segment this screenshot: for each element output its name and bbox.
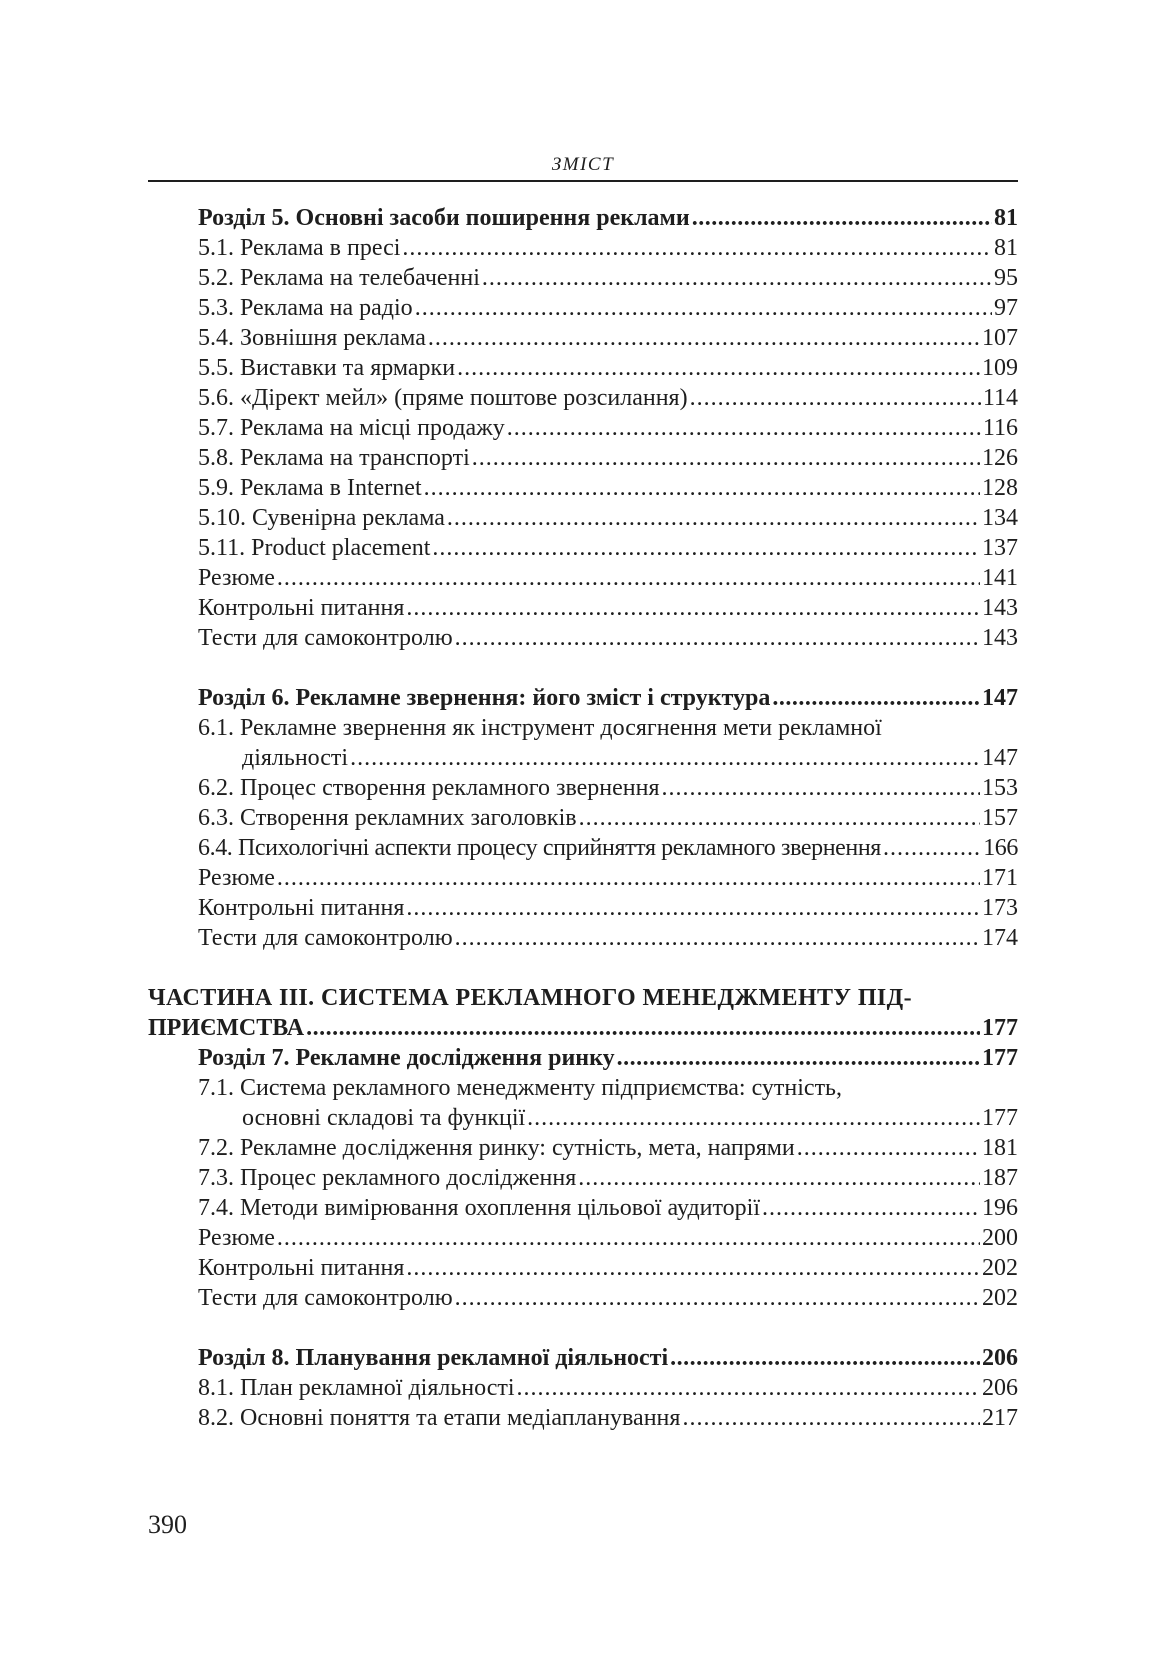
toc-entry[interactable] bbox=[198, 413, 1018, 443]
page-number: 181 bbox=[982, 1135, 1018, 1161]
page-number: 171 bbox=[982, 865, 1018, 891]
toc-entry[interactable] bbox=[198, 1283, 1018, 1313]
toc-entry[interactable] bbox=[198, 1163, 1018, 1193]
page-number: 143 bbox=[982, 595, 1018, 621]
page-number: 177 bbox=[982, 1105, 1018, 1131]
toc-entry[interactable] bbox=[198, 923, 1018, 953]
dot-leader bbox=[306, 1013, 980, 1043]
page-number: 141 bbox=[982, 565, 1018, 591]
page-number: 177 bbox=[982, 1015, 1018, 1041]
toc-entry[interactable] bbox=[198, 1373, 1018, 1403]
toc-heading[interactable] bbox=[198, 203, 1018, 233]
toc-entry[interactable] bbox=[198, 1133, 1018, 1163]
page-number: 95 bbox=[994, 265, 1018, 291]
toc-section-8 bbox=[198, 1343, 1018, 1433]
dot-leader bbox=[406, 893, 980, 923]
dot-leader bbox=[482, 263, 992, 293]
toc-entry[interactable] bbox=[198, 773, 1018, 803]
page-number: 81 bbox=[994, 205, 1018, 231]
table-of-contents bbox=[148, 203, 1018, 1433]
dot-leader bbox=[692, 203, 992, 233]
page-number: 114 bbox=[982, 385, 1018, 411]
dot-leader bbox=[772, 683, 980, 713]
toc-entry-label: Резюме bbox=[198, 565, 275, 591]
toc-entry-label: 8.1. План рекламної діяльності bbox=[198, 1375, 515, 1401]
page-number: 206 bbox=[982, 1375, 1018, 1401]
page-number: 107 bbox=[982, 325, 1018, 351]
dot-leader bbox=[350, 743, 980, 773]
page-number: 128 bbox=[982, 475, 1018, 501]
toc-entry-first-line[interactable]: 6.1. Рекламне звернення як інструмент досягнення мети рекламної bbox=[198, 715, 882, 741]
dot-leader bbox=[455, 1283, 980, 1313]
page-number: 147 bbox=[982, 685, 1018, 711]
header-rule bbox=[148, 180, 1018, 182]
dot-leader bbox=[277, 563, 980, 593]
dot-leader bbox=[662, 773, 980, 803]
dot-leader bbox=[670, 1343, 980, 1373]
page-number: 217 bbox=[982, 1405, 1018, 1431]
page-number: 202 bbox=[982, 1255, 1018, 1281]
toc-heading[interactable] bbox=[198, 1343, 1018, 1373]
dot-leader bbox=[797, 1133, 980, 1163]
toc-entry-label: 8.2. Основні поняття та етапи медіапланування bbox=[198, 1405, 681, 1431]
dot-leader bbox=[447, 503, 980, 533]
toc-entry-label: 6.3. Створення рекламних заголовків bbox=[198, 805, 577, 831]
toc-entry-label: Тести для самоконтролю bbox=[198, 925, 453, 951]
page-number: 81 bbox=[994, 235, 1018, 261]
toc-entry[interactable] bbox=[198, 323, 1018, 353]
page-number: 116 bbox=[982, 415, 1018, 441]
toc-entry-label: 5.2. Реклама на телебаченні bbox=[198, 265, 480, 291]
toc-entry-label: основні складові та функції bbox=[242, 1105, 526, 1131]
toc-entry-label: 5.7. Реклама на місці продажу bbox=[198, 415, 505, 441]
toc-entry[interactable] bbox=[198, 893, 1018, 923]
page-number: 173 bbox=[982, 895, 1018, 921]
page-number: 174 bbox=[982, 925, 1018, 951]
toc-entry[interactable] bbox=[198, 833, 1018, 863]
part-heading-line2 bbox=[148, 1013, 1018, 1043]
dot-leader bbox=[277, 1223, 980, 1253]
toc-heading[interactable] bbox=[198, 683, 1018, 713]
part-heading-line1: ЧАСТИНА ІІІ. СИСТЕМА РЕКЛАМНОГО МЕНЕДЖМЕНТУ ПІД- bbox=[148, 985, 912, 1011]
toc-entry-label: 5.3. Реклама на радіо bbox=[198, 295, 413, 321]
toc-heading-label: Розділ 5. Основні засоби поширення реклами bbox=[198, 205, 690, 231]
toc-heading[interactable] bbox=[198, 1043, 1018, 1073]
toc-heading-label: Розділ 7. Рекламне дослідження ринку bbox=[198, 1045, 615, 1071]
dot-leader bbox=[455, 623, 980, 653]
dot-leader bbox=[472, 443, 980, 473]
toc-section-5 bbox=[198, 203, 1018, 653]
toc-entry-label: 5.6. «Дірект мейл» (пряме поштове розсилання) bbox=[198, 385, 688, 411]
page-number: 200 bbox=[982, 1225, 1018, 1251]
toc-entry-label: Контрольні питання bbox=[198, 595, 405, 621]
toc-heading-label: Розділ 6. Рекламне звернення: його зміст і структура bbox=[198, 685, 771, 711]
toc-entry[interactable] bbox=[198, 1223, 1018, 1253]
page-number: 109 bbox=[982, 355, 1018, 381]
toc-entry-label: 5.1. Реклама в пресі bbox=[198, 235, 401, 261]
toc-entry[interactable] bbox=[198, 563, 1018, 593]
toc-entry-label: Резюме bbox=[198, 865, 275, 891]
dot-leader bbox=[507, 413, 981, 443]
dot-leader bbox=[402, 233, 992, 263]
toc-entry-label: 7.4. Методи вимірювання охоплення цільової аудиторії bbox=[198, 1195, 761, 1221]
page-number: 126 bbox=[982, 445, 1018, 471]
toc-entry-label: 5.10. Сувенірна реклама bbox=[198, 505, 445, 531]
dot-leader bbox=[762, 1193, 980, 1223]
toc-entry-first-line[interactable]: 7.1. Система рекламного менеджменту підприємства: сутність, bbox=[198, 1075, 843, 1101]
toc-entry[interactable] bbox=[198, 1403, 1018, 1433]
page-number: 137 bbox=[982, 535, 1018, 561]
toc-entry[interactable] bbox=[198, 803, 1018, 833]
toc-entry-label: 5.9. Реклама в Internet bbox=[198, 475, 422, 501]
dot-leader bbox=[527, 1103, 980, 1133]
page-number: 157 bbox=[982, 805, 1018, 831]
toc-section-6 bbox=[198, 683, 1018, 953]
toc-entry[interactable] bbox=[198, 743, 1018, 773]
page-folio: 390 bbox=[148, 1510, 187, 1539]
page-number: 134 bbox=[982, 505, 1018, 531]
toc-entry-label: Контрольні питання bbox=[198, 895, 405, 921]
page-number: 206 bbox=[982, 1345, 1018, 1371]
toc-entry-label: 7.3. Процес рекламного дослідження bbox=[198, 1165, 577, 1191]
toc-entry-label: діяльності bbox=[242, 745, 349, 771]
toc-entry[interactable] bbox=[198, 443, 1018, 473]
dot-leader bbox=[579, 803, 980, 833]
dot-leader bbox=[406, 1253, 980, 1283]
toc-entry[interactable] bbox=[198, 533, 1018, 563]
dot-leader bbox=[617, 1043, 980, 1073]
toc-entry-label: 5.11. Product placement bbox=[198, 535, 431, 561]
toc-entry-label: 5.4. Зовнішня реклама bbox=[198, 325, 426, 351]
toc-entry[interactable] bbox=[198, 473, 1018, 503]
dot-leader bbox=[432, 533, 980, 563]
toc-entry[interactable] bbox=[198, 503, 1018, 533]
page-number: 187 bbox=[982, 1165, 1018, 1191]
page-number: 166 bbox=[983, 835, 1018, 861]
part-heading-label: ПРИЄМСТВА bbox=[148, 1015, 305, 1041]
dot-leader bbox=[455, 923, 980, 953]
dot-leader bbox=[277, 863, 980, 893]
toc-entry[interactable] bbox=[198, 263, 1018, 293]
toc-entry[interactable] bbox=[198, 1253, 1018, 1283]
toc-heading-label: Розділ 8. Планування рекламної діяльності bbox=[198, 1345, 669, 1371]
toc-entry-label: 6.4. Психологічні аспекти процесу сприйняття рекламного звернення bbox=[198, 835, 881, 861]
dot-leader bbox=[428, 323, 980, 353]
toc-entry[interactable] bbox=[198, 233, 1018, 263]
page-number: 196 bbox=[982, 1195, 1018, 1221]
toc-entry[interactable] bbox=[198, 863, 1018, 893]
toc-entry-label: 5.8. Реклама на транспорті bbox=[198, 445, 470, 471]
toc-entry-label: Тести для самоконтролю bbox=[198, 625, 453, 651]
dot-leader bbox=[883, 833, 981, 863]
dot-leader bbox=[690, 383, 981, 413]
page-number: 143 bbox=[982, 625, 1018, 651]
toc-entry-label: 5.5. Виставки та ярмарки bbox=[198, 355, 456, 381]
toc-entry[interactable] bbox=[198, 623, 1018, 653]
dot-leader bbox=[424, 473, 980, 503]
toc-entry-label: 6.2. Процес створення рекламного звернення bbox=[198, 775, 660, 801]
toc-entry-label: 7.2. Рекламне дослідження ринку: сутність, мета, напрями bbox=[198, 1135, 795, 1161]
dot-leader bbox=[578, 1163, 980, 1193]
dot-leader bbox=[406, 593, 980, 623]
dot-leader bbox=[517, 1373, 980, 1403]
page-number: 177 bbox=[982, 1045, 1018, 1071]
page-number: 153 bbox=[982, 775, 1018, 801]
page-number: 147 bbox=[982, 745, 1018, 771]
dot-leader bbox=[457, 353, 980, 383]
toc-entry-label: Контрольні питання bbox=[198, 1255, 405, 1281]
dot-leader bbox=[682, 1403, 980, 1433]
toc-entry-label: Резюме bbox=[198, 1225, 275, 1251]
toc-entry[interactable] bbox=[198, 383, 1018, 413]
page-number: 97 bbox=[994, 295, 1018, 321]
toc-entry-label: Тести для самоконтролю bbox=[198, 1285, 453, 1311]
page-number: 202 bbox=[982, 1285, 1018, 1311]
toc-entry[interactable] bbox=[198, 293, 1018, 323]
toc-entry[interactable] bbox=[198, 353, 1018, 383]
toc-entry[interactable] bbox=[198, 593, 1018, 623]
toc-entry[interactable] bbox=[198, 1193, 1018, 1223]
toc-part-heading[interactable] bbox=[148, 983, 1018, 1043]
toc-entry[interactable] bbox=[198, 1103, 1018, 1133]
toc-section-7 bbox=[148, 983, 1018, 1313]
running-head: ЗМІСТ bbox=[551, 154, 615, 175]
dot-leader bbox=[415, 293, 992, 323]
